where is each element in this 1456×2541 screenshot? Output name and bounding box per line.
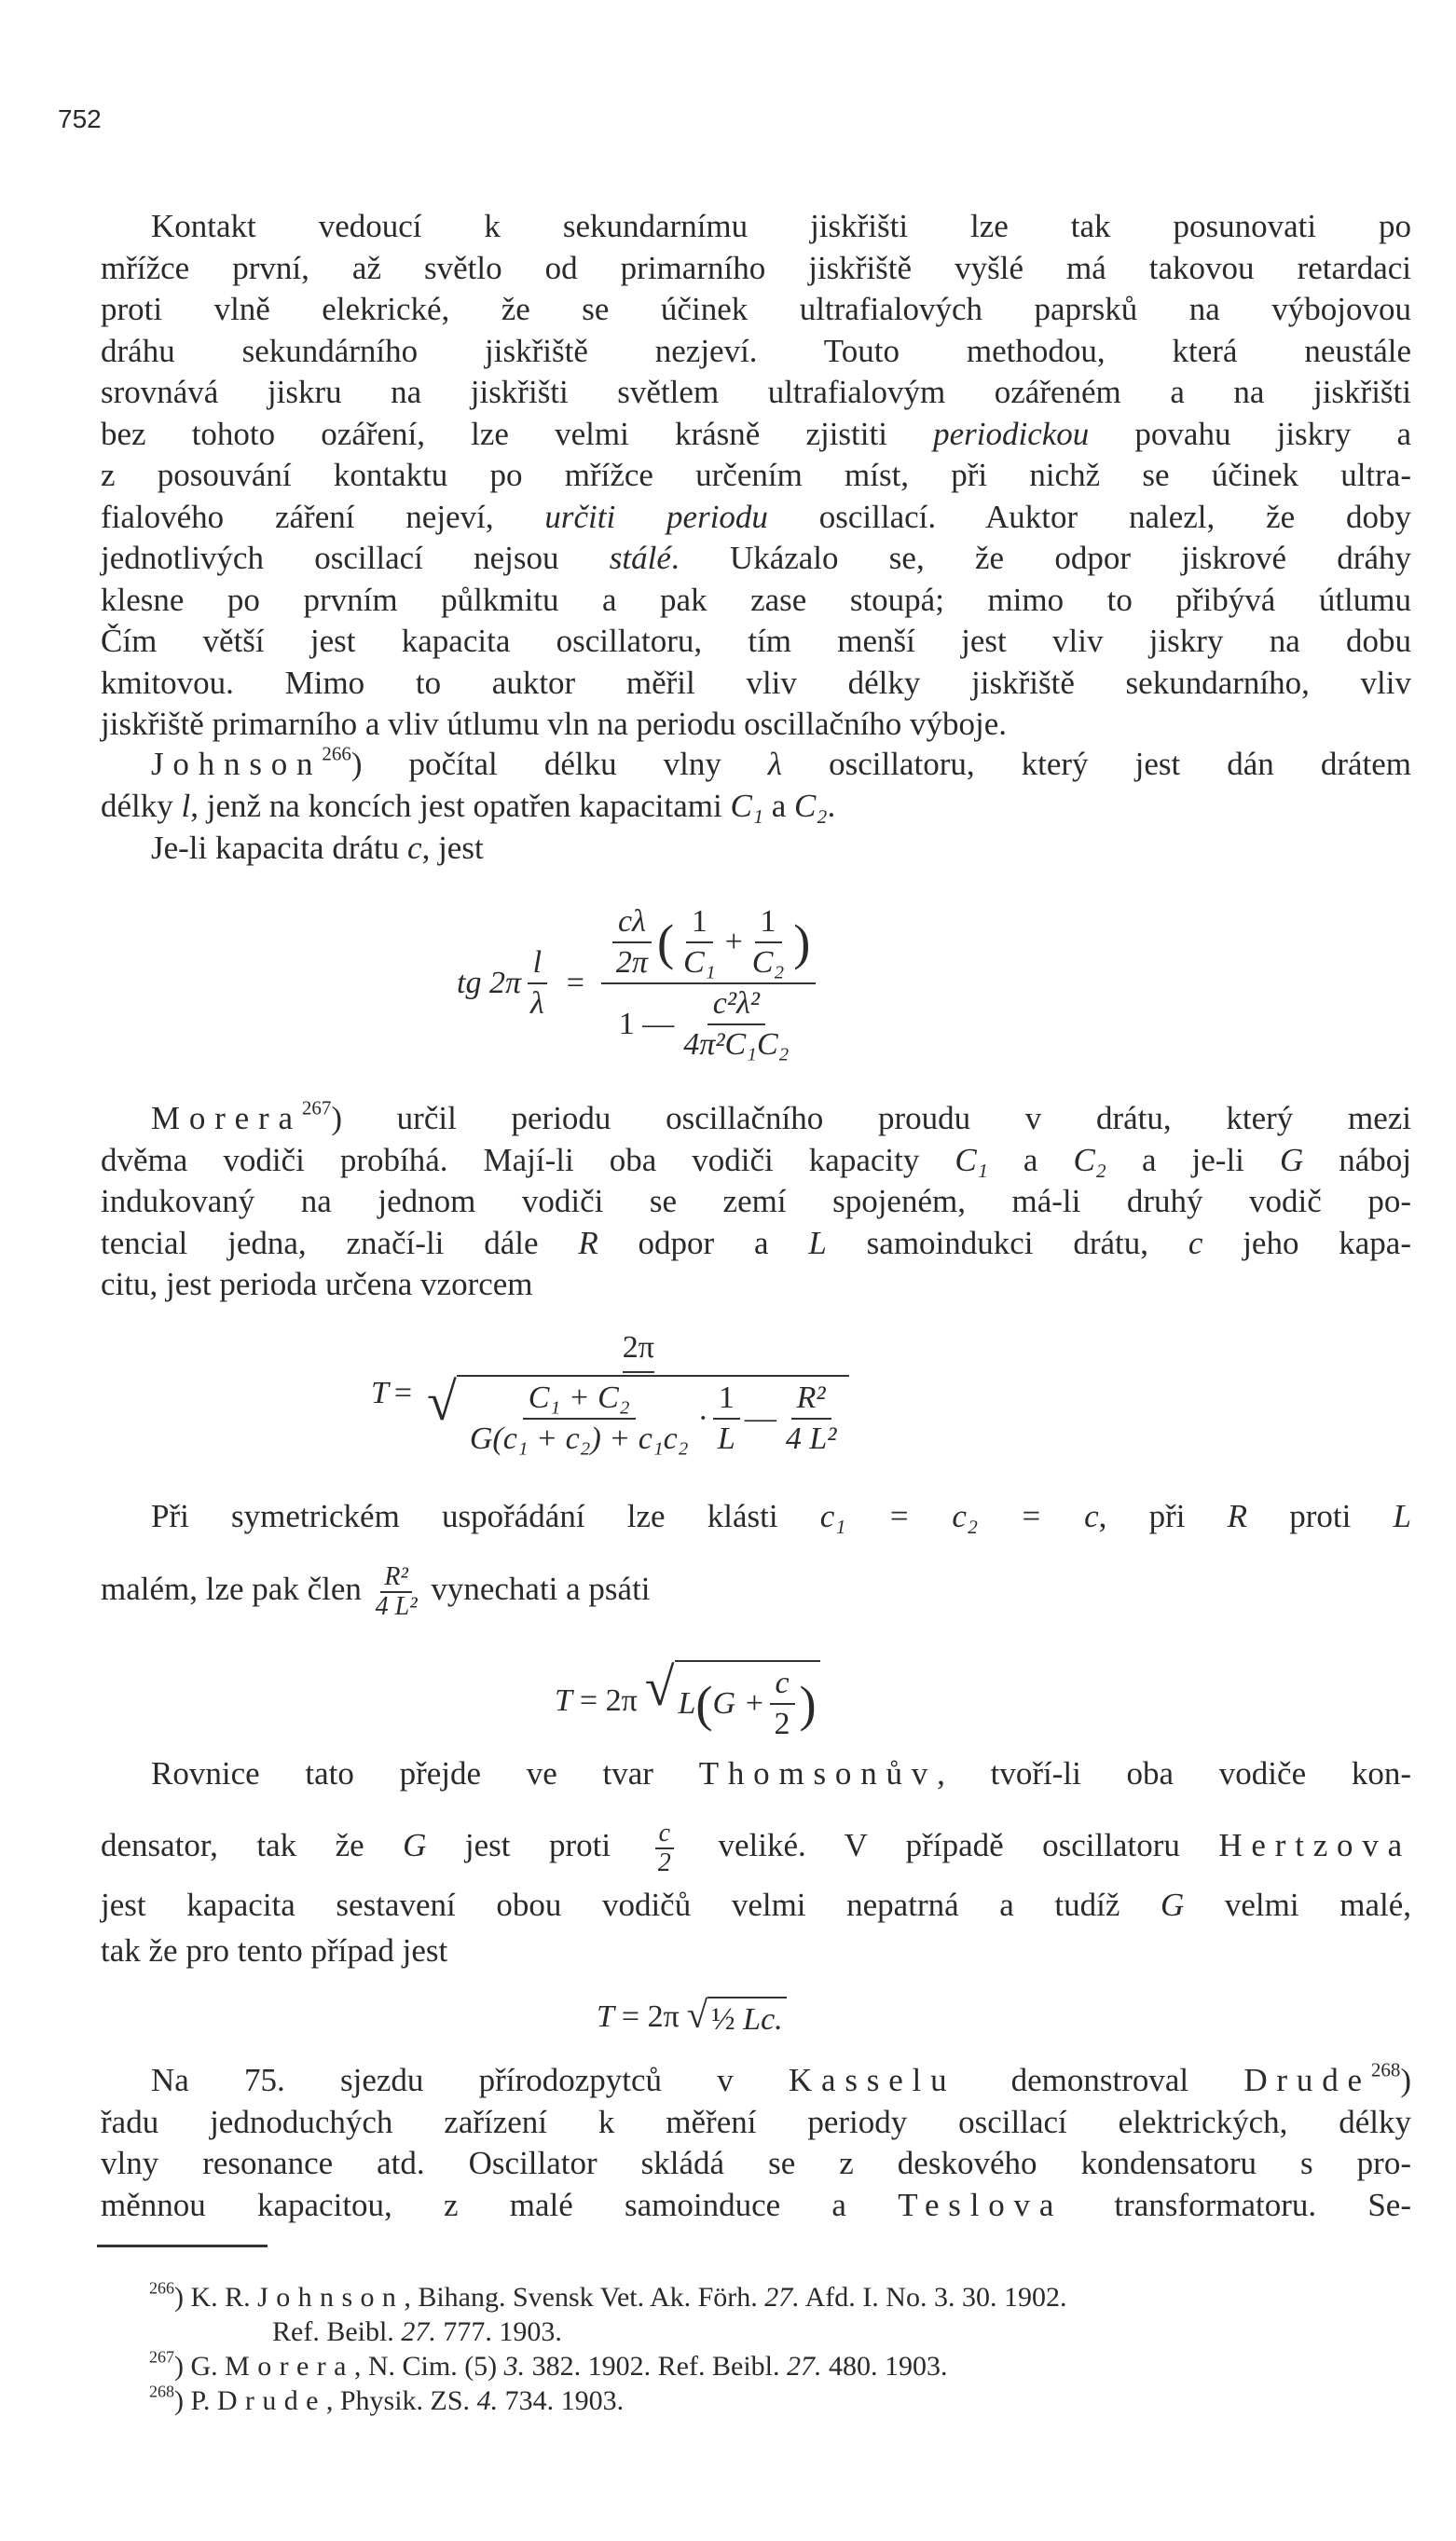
eq-lhs: tg 2π (457, 966, 521, 1000)
eq-num: C₁ + C₂ (523, 1380, 636, 1420)
eq-den: 4π²C₁C₂ (683, 1027, 790, 1062)
footnote-ref: 266 (149, 2278, 174, 2298)
spaced-name: Kasselu (788, 2062, 956, 2098)
footnotes (149, 2280, 1417, 2418)
text: oscillací. Auktor nalezl, že doby (767, 498, 1411, 535)
text: Při symetrickém uspořádání lze klásti (151, 1498, 820, 1534)
footnote-divider (97, 2245, 268, 2247)
text: mřížce první, až světlo od primarního jiskřiště vyšlé má takovou retardaci (101, 249, 1411, 286)
text: Afd. I. No. 3. 30. 1902. (799, 2282, 1067, 2313)
italic-text: 3. (503, 2351, 526, 2382)
text: , při (1098, 1498, 1228, 1534)
text: jiskřiště primarního a vliv útlumu vln na periodu oscillačního výboje. (101, 706, 1008, 742)
text-line (101, 2102, 1411, 2144)
italic-text: c (407, 830, 422, 866)
italic-text: c (1188, 1224, 1203, 1261)
eq-half: ½ (711, 2002, 735, 2037)
equation-period: T = 2π √ $\frac{\text{C₁ + C₂}}{\text{G(c₁ + c₂) + c₁c₂}}$ · $\frac{1}{L}$ — $\frac{\text{R²}}{\text{4 L²}}$ (371, 1324, 858, 1463)
italic-text: G (1279, 1141, 1304, 1178)
italic-text: 4. (476, 2385, 499, 2416)
eq-num: R² (791, 1380, 831, 1420)
text-line (101, 1264, 1411, 1306)
text-line (101, 2143, 1411, 2185)
text-line (101, 1223, 1411, 1265)
spaced-name: Morera (151, 1100, 302, 1136)
text-line (101, 828, 1411, 870)
italic-text: C₂ (794, 787, 828, 824)
italic-text: G (1161, 1887, 1185, 1923)
text-line (101, 1496, 1411, 1538)
text: indukovaný na jednom vodiči se zemí spojeném, má-li druhý vodič po- (101, 1183, 1411, 1219)
text: délky (101, 787, 182, 824)
footnote-ref: 268 (149, 2382, 174, 2401)
text-line (101, 497, 1411, 539)
paragraph-symmetric (101, 1496, 1411, 1538)
text-line (101, 289, 1411, 331)
text: jednotlivých oscillací nejsou (101, 540, 610, 576)
text: oscillatoru, který jest dán drátem (782, 746, 1411, 782)
text: řadu jednoduchých zařízení k měření periody oscillací elektrických, délky (101, 2103, 1411, 2140)
text: , N. Cim. (5) (353, 2351, 504, 2382)
text: veliké. V případě oscillatoru (718, 1827, 1219, 1863)
text: proti (1247, 1498, 1394, 1534)
text: odpor a (598, 1224, 809, 1261)
eq-den: λ (529, 986, 544, 1021)
italic-text: L (1393, 1498, 1411, 1534)
eq-equals: = (566, 966, 584, 1000)
text-line (101, 2060, 1411, 2102)
paragraph-spark-contact (101, 206, 1411, 746)
eq-one-minus: 1 — (618, 1007, 675, 1041)
text-line (101, 704, 1411, 746)
text: Na 75. sjezdu přírodozpytců v (151, 2062, 789, 2098)
text-line (101, 1885, 1411, 1927)
eq-num: 2π (623, 1330, 654, 1373)
footnote-ref: 267 (301, 1096, 332, 1119)
paragraph-neglect (101, 1557, 1411, 1622)
eq-den: 2 (774, 1707, 790, 1741)
text-line (101, 1753, 1411, 1795)
spaced-name: Johnson (151, 746, 323, 782)
italic-text: C₁ (730, 787, 763, 824)
eq-den: C₂ (751, 945, 785, 980)
eq-paren: ) (799, 1675, 817, 1732)
text-line (149, 2383, 1417, 2418)
italic-text: λ (767, 746, 783, 782)
paragraph-drude (101, 2060, 1411, 2226)
eq-den: 2π (615, 945, 648, 980)
italic-text: c₁ = c₂ = c (819, 1498, 1099, 1534)
text: , Bihang. Svensk Vet. Ak. Förh. (404, 2282, 765, 2313)
eq-num: l (528, 945, 547, 984)
eq-dot: · (697, 1401, 708, 1435)
italic-text: R (578, 1224, 598, 1261)
text-line (101, 206, 1411, 248)
eq-num: c²λ² (707, 986, 765, 1025)
text: densator, tak že (101, 1827, 404, 1863)
text: z posouvání kontaktu po mřížce určením míst, při nichž se účinek ultra- (101, 457, 1411, 493)
text: . (827, 787, 836, 824)
italic-text: určiti periodu (544, 498, 768, 535)
text-line (101, 580, 1411, 622)
footnote-ref: 267 (149, 2347, 174, 2367)
text-line (101, 1098, 1411, 1140)
text: malém, lze pak člen (101, 1571, 362, 1607)
text: demonstroval (955, 2062, 1244, 2098)
eq-den: 2 (657, 1847, 671, 1877)
text: ) K. R. (174, 2282, 258, 2313)
text-line (101, 414, 1411, 456)
paragraph-case (101, 1930, 1411, 1972)
italic-text: periodickou (933, 415, 1090, 452)
text: 734. 1903. (498, 2385, 625, 2416)
footnote-ref: 266 (322, 742, 351, 765)
text-line (101, 372, 1411, 414)
equation-tangent (457, 895, 819, 1072)
text: ) P. (174, 2385, 217, 2416)
text: transformatoru. Se- (1063, 2186, 1412, 2223)
text: vynechati a psáti (431, 1571, 651, 1607)
eq-den: C₁ (683, 945, 716, 980)
paragraph-thomson (101, 1753, 1411, 1795)
italic-text: 27. (764, 2282, 800, 2313)
text-line (101, 1930, 1411, 1972)
text: , tvoří-li oba vodiče kon- (937, 1755, 1411, 1792)
text: ) (1400, 2062, 1411, 2098)
text: a (762, 787, 795, 824)
italic-text: 27. (786, 2351, 822, 2382)
spaced-name: Thomsonův (698, 1755, 938, 1792)
text: . Ukázalo se, že odpor jiskrové dráhy (670, 540, 1411, 576)
text: vlny resonance atd. Oscillator skládá se z deskového kondensatoru s pro- (101, 2145, 1411, 2181)
text: klesne po prvním půlkmitu a pak zase stoupá; mimo to přibývá útlumu (101, 581, 1411, 618)
italic-text: C₂ (1073, 1141, 1106, 1178)
eq-T: T (555, 1683, 572, 1718)
eq-plus: + (724, 925, 743, 959)
italic-text: R (1227, 1498, 1248, 1534)
text: a je-li (1106, 1141, 1280, 1178)
eq-equals: = (393, 1376, 413, 1410)
eq-equals: = 2π (621, 1999, 680, 2034)
text: ) G. (174, 2351, 226, 2382)
text: 777. 1903. (435, 2316, 562, 2347)
eq-main-fraction: $\frac{c\lambda}{2\pi}$ ( $\frac{1}{\text{C₁}}$ + $\frac{1}{\text{C₂}}$ ) 1 — $\frac{\text{c²λ²}}{\text{4π²C₁C₂}}$ (601, 904, 816, 1063)
italic-text: stálé (609, 540, 671, 576)
text: Rovnice tato přejde ve tvar (151, 1755, 699, 1792)
equation-period-simplified: T = 2π √ L ( G + $\frac{c}{2}$ ) (555, 1659, 820, 1743)
text: jeho kapa- (1202, 1224, 1411, 1261)
text: tak že pro tento případ jest (101, 1932, 448, 1969)
text-line (101, 2185, 1411, 2227)
spaced-name: Drude (216, 2385, 326, 2416)
eq-L: L (678, 1686, 696, 1721)
eq-T: T (597, 1999, 614, 2034)
eq-num: c (770, 1666, 795, 1705)
paragraph-hertz (101, 1885, 1411, 1927)
italic-text: C₁ (955, 1141, 988, 1178)
text: , jest (421, 830, 484, 866)
text: Hertzova (1218, 1827, 1411, 1863)
italic-text: l (181, 787, 191, 824)
text-line (101, 744, 1411, 786)
spaced-name: Drude (1243, 2062, 1371, 2098)
text: Kontakt vedoucí k sekundarnímu jiskřišti lze tak posunovati po (151, 208, 1411, 244)
eq-den: 4 L² (375, 1591, 418, 1621)
paragraph-morera (101, 1098, 1411, 1306)
text: 382. 1902. Ref. Beibl. (525, 2351, 787, 2382)
eq-Lc: Lc. (743, 2002, 783, 2037)
text-line (149, 2314, 1417, 2349)
text-line (101, 1181, 1411, 1223)
italic-text: L (808, 1224, 827, 1261)
page-number: 752 (58, 104, 102, 133)
text: kmitovou. Mimo to auktor měřil vliv délky jiskřiště sekundarního, vliv (101, 664, 1411, 701)
eq-den: L (717, 1422, 735, 1456)
equation-hertz-period: T = 2π √ ½ Lc. (597, 1987, 787, 2047)
text: bez tohoto ozáření, lze velmi krásně zjistiti (101, 415, 934, 452)
paragraph-johnson (101, 744, 1411, 827)
text: Čím větší jest kapacita oscillatoru, tím menší jest vliv jiskry na dobu (101, 623, 1411, 659)
text: proti vlně elekrické, že se účinek ultrafialových paprsků na výbojovou (101, 291, 1411, 327)
eq-T: T (371, 1376, 389, 1410)
text-line (101, 786, 1411, 828)
text: měnnou kapacitou, z malé samoinduce a (101, 2186, 899, 2223)
text: citu, jest perioda určena vzorcem (101, 1266, 533, 1302)
text: ) určil periodu oscillačního proudu v drátu, který mezi (331, 1100, 1411, 1136)
text: Je-li kapacita drátu (151, 830, 408, 866)
line (101, 1813, 1411, 1878)
italic-text: 27. (401, 2316, 436, 2347)
text-line (101, 538, 1411, 580)
eq-num: 1 (755, 904, 782, 943)
eq-paren: ( (695, 1675, 713, 1732)
text: jest proti (426, 1827, 611, 1863)
text-line (101, 331, 1411, 373)
eq-num: c (655, 1820, 674, 1849)
eq-G: G + (712, 1686, 765, 1721)
text-line (101, 1140, 1411, 1182)
eq-equals: = 2π (579, 1683, 638, 1718)
eq-num: 1 (686, 904, 713, 943)
text-line (101, 663, 1411, 705)
text-line (101, 621, 1411, 663)
paragraph-densator (101, 1813, 1411, 1878)
paragraph-wire-capacity (101, 828, 1411, 870)
eq-num: cλ (612, 904, 652, 943)
text: povahu jiskry a (1089, 415, 1411, 452)
footnote-ref: 268 (1370, 2058, 1401, 2081)
text: ) počítal délku vlny (350, 746, 768, 782)
text: srovnává jiskru na jiskřišti světlem ultrafialovým ozářeném a na jiskřišti (101, 374, 1411, 410)
text: samoindukci drátu, (826, 1224, 1188, 1261)
eq-num: R² (380, 1563, 412, 1593)
spaced-name: Johnson (257, 2282, 405, 2313)
text: fialového záření nejeví, (101, 498, 545, 535)
text: Ref. Beibl. (272, 2316, 402, 2347)
text-line (149, 2349, 1417, 2383)
text: 480. 1903. (821, 2351, 948, 2382)
spaced-name: Morera (225, 2351, 354, 2382)
text: G (403, 1827, 427, 1863)
text: velmi malé, (1184, 1887, 1411, 1923)
eq-den: G(c₁ + c₂) + c₁c₂ (469, 1422, 689, 1456)
text: dráhu sekundárního jiskřiště nezjeví. Touto methodou, která neustále (101, 332, 1411, 369)
text: tencial jedna, značí-li dále (101, 1224, 579, 1261)
text-line (101, 248, 1411, 290)
text: , jenž na koncích jest opatřen kapacitami (190, 787, 731, 824)
text-line (101, 455, 1411, 497)
eq-minus: — (744, 1401, 776, 1435)
text: náboj (1303, 1141, 1411, 1178)
spaced-name: Teslova (898, 2186, 1064, 2223)
text: jest kapacita sestavení obou vodičů velmi nepatrná a tudíž (101, 1887, 1161, 1923)
eq-den: 4 L² (785, 1422, 837, 1456)
text-line (149, 2280, 1417, 2314)
text: a (987, 1141, 1074, 1178)
eq-num: 1 (713, 1380, 740, 1420)
text: , Physik. ZS. (325, 2385, 477, 2416)
text: dvěma vodiči probíhá. Mají-li oba vodiči kapacity (101, 1141, 955, 1178)
